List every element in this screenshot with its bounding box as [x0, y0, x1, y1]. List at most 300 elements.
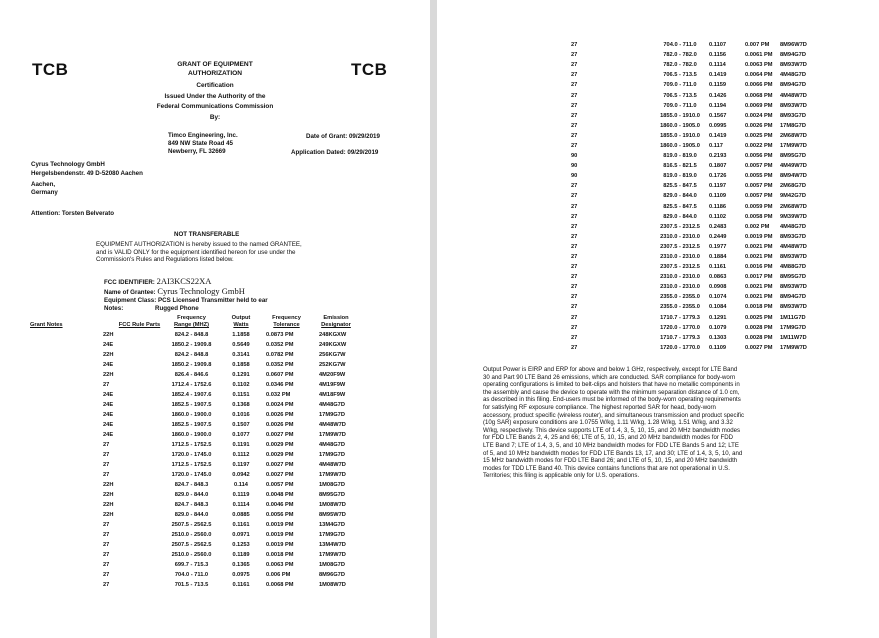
- grant-notes-cell: [30, 530, 103, 540]
- tolerance-cell: 0.0027 PM: [266, 431, 294, 438]
- tolerance-cell: 0.0873 PM: [266, 331, 294, 338]
- frequency-range-cell: 824.7 - 848.3: [174, 501, 209, 508]
- emission-designator-cell: 1M08W7D: [319, 581, 346, 588]
- emission-designator-cell: 2M68W7D: [780, 132, 807, 139]
- tolerance-cell: 0.0018 PM: [266, 551, 294, 558]
- grant-footnote: Output Power is EIRP and ERP for above and below 1 GHz, respectively, except for LTE Band 30 and Part 90 LTE Band 26 emissions, which are conducted. SAR compliance for body-worn operating configurations is limited to belt-clips and holsters that have no metallic components in the assembly and cause the device to operate with the minimum separation distance of 1.0 cm, as described in this filing. End-users must be informed of the body-worn operating requirements for satisfying RF exposure compliance. The highest reported SAR for head, body-worn accessory, product specific (wireless router), and simultaneous transmission and product specific (10g SAR) exposure conditions are 1.0755 W/kg, 1.11 W/kg, 1.28 W/kg, 1.51 W/kg, and 3.32 W/kg, respectively. This device supports LTE of 1.4, 3, 5, 10, 15, and 20 MHz bandwidth modes for FDD LTE Bands 2, 4, 25 and 66; LTE of 5, 10, 15, and 20 MHz bandwidth modes for FDD LTE Band 7; LTE of 1.4, 3, 5, and 10 MHz bandwidth modes for FDD LTE Bands 5 and 12; LTE of 5, and 10 MHz bandwidth modes for FDD LTE Bands 13, 17, and 30; LTE of 1.4, 3, 5, 10, and 15 MHz bandwidth modes for FDD LTE Band 26; and LTE of 5, 10, 15, and 20 MHz bandwidth modes for TDD LTE Band 40. This device contains functions that are not operational in U.S. Territories; this filing is applicable only for U.S. operations.: [483, 366, 745, 480]
- tolerance-cell: 0.0068 PM: [266, 581, 294, 588]
- grant-notes-cell: [30, 390, 103, 400]
- freq-header-bottom: Range (MHZ): [173, 322, 210, 329]
- emission-designator-cell: 17M8G7D: [780, 122, 806, 129]
- table-row: [571, 242, 824, 252]
- table-row: [30, 510, 359, 520]
- table-row: [571, 333, 824, 343]
- tolerance-cell: 0.0059 PM: [745, 203, 773, 210]
- output-watts-cell: 0.1884: [709, 254, 727, 261]
- rule-part-cell: 27: [571, 142, 578, 149]
- tolerance-cell: 0.0029 PM: [266, 451, 294, 458]
- emission-designator-cell: 13M4W7D: [319, 541, 346, 548]
- output-watts-cell: 0.1291: [232, 371, 250, 378]
- frequency-range-cell: 1720.0 - 1770.0: [660, 324, 700, 331]
- frequency-range-cell: 782.0 - 782.0: [663, 62, 697, 69]
- rule-part-cell: 27: [571, 183, 578, 190]
- grant-notes-cell: [30, 510, 103, 520]
- frequency-range-cell: 1852.5 - 1907.5: [171, 401, 212, 408]
- tolerance-cell: 0.0027 PM: [745, 344, 773, 351]
- frequency-range-cell: 1712.5 - 1752.5: [171, 441, 212, 448]
- attention-line: Attention: Torsten Belverato: [31, 210, 115, 217]
- emission-designator-cell: 8M93W7D: [780, 62, 807, 69]
- rule-part-cell: 24E: [103, 401, 114, 408]
- tolerance-cell: 0.0066 PM: [745, 82, 773, 89]
- emission-designator-cell: 17M9W7D: [319, 471, 346, 478]
- tolerance-cell: 0.0064 PM: [745, 72, 773, 79]
- tolerance-cell: 0.0026 PM: [745, 122, 773, 129]
- rule-part-cell: 27: [571, 284, 578, 291]
- table-row: [571, 90, 824, 100]
- tolerance-cell: 0.0028 PM: [745, 324, 773, 331]
- rule-part-cell: 27: [571, 314, 578, 321]
- rule-part-cell: 27: [571, 223, 578, 230]
- grant-notes-cell: [30, 540, 103, 550]
- frequency-range-cell: 2310.0 - 2310.0: [660, 254, 700, 261]
- grant-notes-cell: [30, 410, 103, 420]
- emission-designator-cell: 4M49W7D: [780, 163, 807, 170]
- frequency-range-cell: 829.0 - 844.0: [174, 491, 209, 498]
- emission-designator-cell: 9M42G7D: [780, 193, 806, 200]
- table-row: [30, 560, 359, 570]
- emis-header-bottom: Designator: [321, 322, 351, 329]
- emission-designator-cell: 4M48G7D: [319, 441, 345, 448]
- grant-notes-cell: [30, 330, 103, 340]
- tolerance-cell: 0.0058 PM: [745, 213, 773, 220]
- grant-notes-cell: [30, 370, 103, 380]
- tolerance-cell: 0.0021 PM: [745, 243, 773, 250]
- output-watts-cell: 0.1807: [709, 163, 727, 170]
- rule-part-cell: 27: [571, 324, 578, 331]
- rule-part-cell: 27: [571, 203, 578, 210]
- emission-designator-cell: 4M88G7D: [780, 264, 806, 271]
- grant-table: [30, 315, 359, 590]
- rule-part-cell: 27: [571, 344, 578, 351]
- frequency-range-cell: 1710.7 - 1779.3: [660, 334, 700, 341]
- tol-header-top: Frequency: [272, 315, 301, 321]
- tolerance-cell: 0.0017 PM: [745, 274, 773, 281]
- rule-part-cell: 27: [103, 531, 110, 538]
- output-watts-cell: 0.1253: [232, 541, 250, 548]
- table-row: [571, 60, 824, 70]
- output-watts-cell: 0.1858: [232, 361, 250, 368]
- frequency-range-cell: 2510.0 - 2560.0: [171, 531, 212, 538]
- output-watts-cell: 0.1016: [232, 411, 250, 418]
- issuer-line-1: Timco Engineering, Inc.: [168, 132, 238, 139]
- frequency-range-cell: 1852.4 - 1907.6: [171, 391, 212, 398]
- tolerance-cell: 0.0029 PM: [266, 441, 294, 448]
- table-row: [571, 131, 824, 141]
- certification-block: [130, 81, 300, 123]
- rule-part-cell: 24E: [103, 431, 114, 438]
- table-row: [30, 430, 359, 440]
- output-watts-cell: 0.1197: [709, 183, 727, 190]
- rule-part-cell: 27: [571, 102, 578, 109]
- tolerance-cell: 0.0057 PM: [266, 481, 294, 488]
- grant-notes-cell: [30, 470, 103, 480]
- table-row: [30, 340, 359, 350]
- emission-designator-cell: 4M48W7D: [780, 243, 807, 250]
- rule-part-cell: 27: [103, 541, 110, 548]
- table-row: [571, 111, 824, 121]
- tolerance-cell: 0.0026 PM: [266, 411, 294, 418]
- table-row: [571, 302, 824, 312]
- emission-designator-cell: 8M95W7D: [319, 511, 346, 518]
- issuer-address: [168, 132, 238, 156]
- output-watts-cell: 0.1114: [709, 62, 726, 69]
- rule-part-cell: 24E: [103, 361, 114, 368]
- tolerance-cell: 0.0027 PM: [266, 471, 294, 478]
- tolerance-cell: 0.0782 PM: [266, 351, 294, 358]
- col-header-emission: [313, 315, 359, 330]
- output-watts-cell: 0.114: [234, 481, 248, 488]
- frequency-range-cell: 1850.2 - 1909.8: [171, 361, 212, 368]
- rule-part-cell: 27: [103, 581, 110, 588]
- emission-designator-cell: 17M9W7D: [319, 551, 346, 558]
- rule-part-cell: 27: [571, 42, 578, 49]
- grantee-address: [31, 161, 143, 197]
- emission-designator-cell: 249KGXW: [319, 341, 347, 348]
- tolerance-cell: 0.0068 PM: [745, 92, 773, 99]
- output-watts-cell: 0.1186: [709, 203, 727, 210]
- col-header-grant-notes: [30, 315, 103, 330]
- grant-notes-cell: [30, 580, 103, 590]
- rule-part-cell: 24E: [103, 411, 114, 418]
- table-row: [30, 470, 359, 480]
- output-watts-cell: 0.5649: [232, 341, 250, 348]
- table-row: [571, 343, 824, 353]
- table-row: [571, 313, 824, 323]
- frequency-range-cell: 1720.0 - 1770.0: [660, 344, 700, 351]
- output-watts-cell: 0.1291: [709, 314, 727, 321]
- cert-line-4: By:: [209, 113, 221, 121]
- emission-designator-cell: 8M94G7D: [780, 294, 806, 301]
- fcc-id-value: 2AI3KCS22XA: [156, 276, 212, 286]
- emission-designator-cell: 17M9W7D: [780, 344, 807, 351]
- output-watts-cell: 0.117: [709, 142, 723, 149]
- grant-table-continued: [571, 40, 824, 353]
- table-row: [571, 262, 824, 272]
- output-watts-cell: 0.0863: [709, 274, 727, 281]
- emission-designator-cell: 4M48G7D: [780, 223, 806, 230]
- frequency-range-cell: 819.0 - 819.0: [663, 153, 697, 160]
- notes-value: Rugged Phone: [155, 305, 199, 312]
- table-row: [30, 550, 359, 560]
- rule-part-cell: 27: [103, 441, 110, 448]
- output-watts-cell: 0.1567: [709, 112, 727, 119]
- rule-parts-header-text: FCC Rule Parts: [118, 322, 161, 329]
- frequency-range-cell: 824.2 - 848.8: [174, 331, 209, 338]
- tolerance-cell: 0.006 PM: [266, 571, 291, 578]
- grant-page-1: [0, 0, 430, 638]
- auth-line-3: Commission's Rules and Regulations listed below.: [96, 256, 234, 264]
- grant-notes-cell: [30, 350, 103, 360]
- watts-header-top: Output: [231, 315, 251, 321]
- rule-part-cell: 22H: [103, 511, 114, 518]
- emission-designator-cell: 8M95G7D: [780, 274, 806, 281]
- frequency-range-cell: 2310.0 - 2310.0: [660, 274, 700, 281]
- frequency-range-cell: 2510.0 - 2560.0: [171, 551, 212, 558]
- output-watts-cell: 0.1194: [709, 102, 727, 109]
- col-header-rule-parts: [103, 315, 161, 330]
- output-watts-cell: 0.1419: [709, 72, 727, 79]
- emission-designator-cell: 1M08G7D: [319, 481, 345, 488]
- frequency-range-cell: 1855.0 - 1910.0: [660, 112, 700, 119]
- table-row: [30, 390, 359, 400]
- emission-designator-cell: 4M48G7D: [319, 401, 345, 408]
- table-row: [30, 490, 359, 500]
- frequency-range-cell: 819.0 - 819.0: [663, 173, 697, 180]
- tolerance-cell: 0.0063 PM: [745, 62, 773, 69]
- tolerance-cell: 0.0063 PM: [266, 561, 294, 568]
- grant-notes-cell: [30, 570, 103, 580]
- output-watts-cell: 0.0908: [709, 284, 727, 291]
- frequency-range-cell: 2507.5 - 2562.5: [171, 541, 212, 548]
- emission-designator-cell: 4M48W7D: [319, 461, 346, 468]
- tolerance-cell: 0.002 PM: [745, 223, 770, 230]
- table-row: [30, 380, 359, 390]
- frequency-range-cell: 1860.0 - 1905.0: [660, 142, 700, 149]
- table-row: [571, 171, 824, 181]
- table-row: [30, 350, 359, 360]
- table-row: [571, 161, 824, 171]
- table-row: [571, 222, 824, 232]
- emission-designator-cell: 13M4G7D: [319, 521, 345, 528]
- table-row: [30, 420, 359, 430]
- rule-part-cell: 27: [571, 274, 578, 281]
- frequency-range-cell: 1712.5 - 1752.5: [171, 461, 212, 468]
- tolerance-cell: 0.0046 PM: [266, 501, 294, 508]
- rule-part-cell: 27: [571, 213, 578, 220]
- frequency-range-cell: 2307.5 - 2312.5: [660, 264, 700, 271]
- date-of-grant: Date of Grant: 09/29/2019: [306, 133, 380, 140]
- grant-title-line-2: AUTHORIZATION: [187, 70, 243, 77]
- grant-notes-cell: [30, 430, 103, 440]
- rule-part-cell: 27: [103, 571, 110, 578]
- col-header-tolerance: [260, 315, 313, 330]
- tolerance-cell: 0.0025 PM: [745, 314, 773, 321]
- tolerance-cell: 0.0069 PM: [745, 102, 773, 109]
- frequency-range-cell: 782.0 - 782.0: [663, 52, 697, 59]
- frequency-range-cell: 2307.5 - 2312.5: [660, 223, 700, 230]
- rule-part-cell: 22H: [103, 491, 114, 498]
- table-row: [30, 500, 359, 510]
- page-gap: [430, 0, 437, 638]
- emission-designator-cell: 1M11W7D: [780, 334, 807, 341]
- emis-header-top: Emission: [323, 315, 349, 321]
- emission-designator-cell: 8M93W7D: [780, 102, 807, 109]
- table-row: [571, 292, 824, 302]
- emission-designator-cell: 4M18F9W: [319, 391, 346, 398]
- emission-designator-cell: 252KG7W: [319, 361, 346, 368]
- output-watts-cell: 0.1977: [709, 243, 727, 250]
- emission-designator-cell: 248KGXW: [319, 331, 347, 338]
- rule-part-cell: 27: [571, 264, 578, 271]
- application-date: Application Dated: 09/29/2019: [291, 149, 379, 156]
- tolerance-cell: 0.0346 PM: [266, 381, 294, 388]
- output-watts-cell: 0.1365: [232, 561, 250, 568]
- emission-designator-cell: 17M9G7D: [780, 324, 806, 331]
- grant-notes-cell: [30, 490, 103, 500]
- emission-designator-cell: 1M08G7D: [319, 561, 345, 568]
- grant-table-continued-body: [571, 40, 824, 353]
- output-watts-cell: 0.1102: [232, 381, 250, 388]
- grant-notes-cell: [30, 360, 103, 370]
- tolerance-cell: 0.0026 PM: [266, 421, 294, 428]
- grant-notes-cell: [30, 520, 103, 530]
- rule-part-cell: 27: [571, 233, 578, 240]
- emission-designator-cell: 8M95G7D: [780, 153, 806, 160]
- output-watts-cell: 0.0942: [232, 471, 250, 478]
- output-watts-cell: 0.1077: [232, 431, 250, 438]
- frequency-range-cell: 709.0 - 711.0: [663, 102, 697, 109]
- emission-designator-cell: 4M20F9W: [319, 371, 346, 378]
- emission-designator-cell: 8M94W7D: [780, 173, 807, 180]
- frequency-range-cell: 701.5 - 713.5: [174, 581, 209, 588]
- emission-designator-cell: 8M94G7D: [780, 52, 806, 59]
- grantee-line-3: Aachen,: [31, 181, 56, 188]
- tolerance-cell: 0.0057 PM: [745, 193, 773, 200]
- emission-designator-cell: 17M9G7D: [319, 531, 345, 538]
- rule-part-cell: 27: [571, 82, 578, 89]
- output-watts-cell: 0.1368: [232, 401, 250, 408]
- table-row: [30, 520, 359, 530]
- frequency-range-cell: 1860.0 - 1900.0: [171, 431, 212, 438]
- frequency-range-cell: 1720.0 - 1745.0: [171, 471, 212, 478]
- cert-line-3: Federal Communications Commission: [156, 103, 274, 110]
- output-watts-cell: 0.1303: [709, 334, 727, 341]
- tolerance-cell: 0.0019 PM: [266, 541, 294, 548]
- emission-designator-cell: 4M48G7D: [780, 72, 806, 79]
- table-row: [30, 360, 359, 370]
- rule-part-cell: 90: [571, 153, 578, 160]
- equipment-class-label: Equipment Class:: [104, 297, 157, 304]
- frequency-range-cell: 1850.2 - 1909.8: [171, 341, 212, 348]
- frequency-range-cell: 826.4 - 846.6: [174, 371, 209, 378]
- grant-page-2: [437, 0, 879, 638]
- frequency-range-cell: 1710.7 - 1779.3: [660, 314, 700, 321]
- output-watts-cell: 0.1197: [232, 461, 250, 468]
- output-watts-cell: 0.1074: [709, 294, 727, 301]
- output-watts-cell: 0.0995: [709, 122, 727, 129]
- auth-line-1: EQUIPMENT AUTHORIZATION is hereby issued to the named GRANTEE,: [96, 241, 302, 248]
- table-row: [571, 141, 824, 151]
- tolerance-cell: 0.0016 PM: [745, 264, 773, 271]
- table-row: [571, 202, 824, 212]
- frequency-range-cell: 1852.5 - 1907.5: [171, 421, 212, 428]
- grant-notes-cell: [30, 400, 103, 410]
- rule-part-cell: 27: [571, 122, 578, 129]
- emission-designator-cell: 17M9G7D: [319, 451, 345, 458]
- grant-notes-cell: [30, 550, 103, 560]
- fcc-identifier-block: [104, 277, 268, 313]
- grant-notes-header-text: Grant Notes: [30, 322, 63, 329]
- table-row: [30, 410, 359, 420]
- table-row: [30, 400, 359, 410]
- output-watts-cell: 0.1161: [232, 521, 250, 528]
- grant-notes-cell: [30, 340, 103, 350]
- auth-line-2: and is VALID ONLY for the equipment identified hereon for use under the: [96, 248, 296, 256]
- rule-part-cell: 90: [571, 163, 578, 170]
- output-watts-cell: 0.1109: [709, 344, 727, 351]
- grant-notes-cell: [30, 460, 103, 470]
- table-row: [571, 121, 824, 131]
- rule-part-cell: 27: [103, 461, 110, 468]
- output-watts-cell: 0.1109: [709, 193, 727, 200]
- table-row: [30, 370, 359, 380]
- grantee-line-2: Hergelsbendenstr. 49 D-52080 Aachen: [31, 170, 143, 177]
- emission-designator-cell: 17M9W7D: [319, 431, 346, 438]
- output-watts-cell: 0.1189: [232, 551, 250, 558]
- rule-part-cell: 24E: [103, 421, 114, 428]
- emission-designator-cell: 8M93W7D: [780, 284, 807, 291]
- frequency-range-cell: 825.5 - 847.5: [663, 203, 697, 210]
- frequency-range-cell: 829.0 - 844.0: [174, 511, 209, 518]
- rule-part-cell: 22H: [103, 371, 114, 378]
- frequency-range-cell: 2355.0 - 2355.0: [660, 294, 700, 301]
- table-row: [571, 323, 824, 333]
- table-row: [571, 40, 824, 50]
- tolerance-cell: 0.0027 PM: [266, 461, 294, 468]
- frequency-range-cell: 709.0 - 711.0: [663, 82, 697, 89]
- output-watts-cell: 0.0975: [232, 571, 250, 578]
- frequency-range-cell: 704.0 - 711.0: [174, 571, 209, 578]
- frequency-range-cell: 2310.0 - 2310.0: [660, 284, 700, 291]
- tolerance-cell: 0.0019 PM: [745, 233, 773, 240]
- grant-title: [160, 60, 270, 78]
- frequency-range-cell: 829.0 - 844.0: [663, 193, 697, 200]
- output-watts-cell: 0.2449: [709, 233, 727, 240]
- table-row: [30, 450, 359, 460]
- table-row: [571, 272, 824, 282]
- fcc-id-label: FCC IDENTIFIER:: [104, 279, 155, 286]
- rule-part-cell: 27: [103, 381, 110, 388]
- grant-title-line-1: GRANT OF EQUIPMENT: [177, 61, 253, 68]
- tolerance-cell: 0.0352 PM: [266, 361, 294, 368]
- issuer-line-2: 849 NW State Road 45: [168, 140, 233, 147]
- output-watts-cell: 1.1858: [232, 331, 250, 338]
- tolerance-cell: 0.0607 PM: [266, 371, 294, 378]
- emission-designator-cell: 2M68W7D: [780, 203, 807, 210]
- tolerance-cell: 0.032 PM: [266, 391, 291, 398]
- table-row: [571, 232, 824, 242]
- output-watts-cell: 0.0971: [232, 531, 250, 538]
- tolerance-cell: 0.0024 PM: [266, 401, 294, 408]
- frequency-range-cell: 706.5 - 713.5: [663, 72, 697, 79]
- rule-part-cell: 27: [571, 304, 578, 311]
- tolerance-cell: 0.0024 PM: [745, 112, 773, 119]
- grant-notes-cell: [30, 500, 103, 510]
- rule-part-cell: 27: [571, 112, 578, 119]
- tolerance-cell: 0.0021 PM: [745, 284, 773, 291]
- output-watts-cell: 0.2193: [709, 153, 727, 160]
- col-header-frequency: [161, 315, 222, 330]
- tcb-logo-right: TCB: [351, 60, 388, 79]
- rule-part-cell: 27: [103, 471, 110, 478]
- frequency-range-cell: 825.5 - 847.5: [663, 183, 697, 190]
- emission-designator-cell: 8M96G7D: [319, 571, 345, 578]
- emission-designator-cell: 9M39W7D: [780, 213, 807, 220]
- freq-header-top: Frequency: [177, 315, 206, 321]
- output-watts-cell: 0.1079: [709, 324, 727, 331]
- table-row: [30, 480, 359, 490]
